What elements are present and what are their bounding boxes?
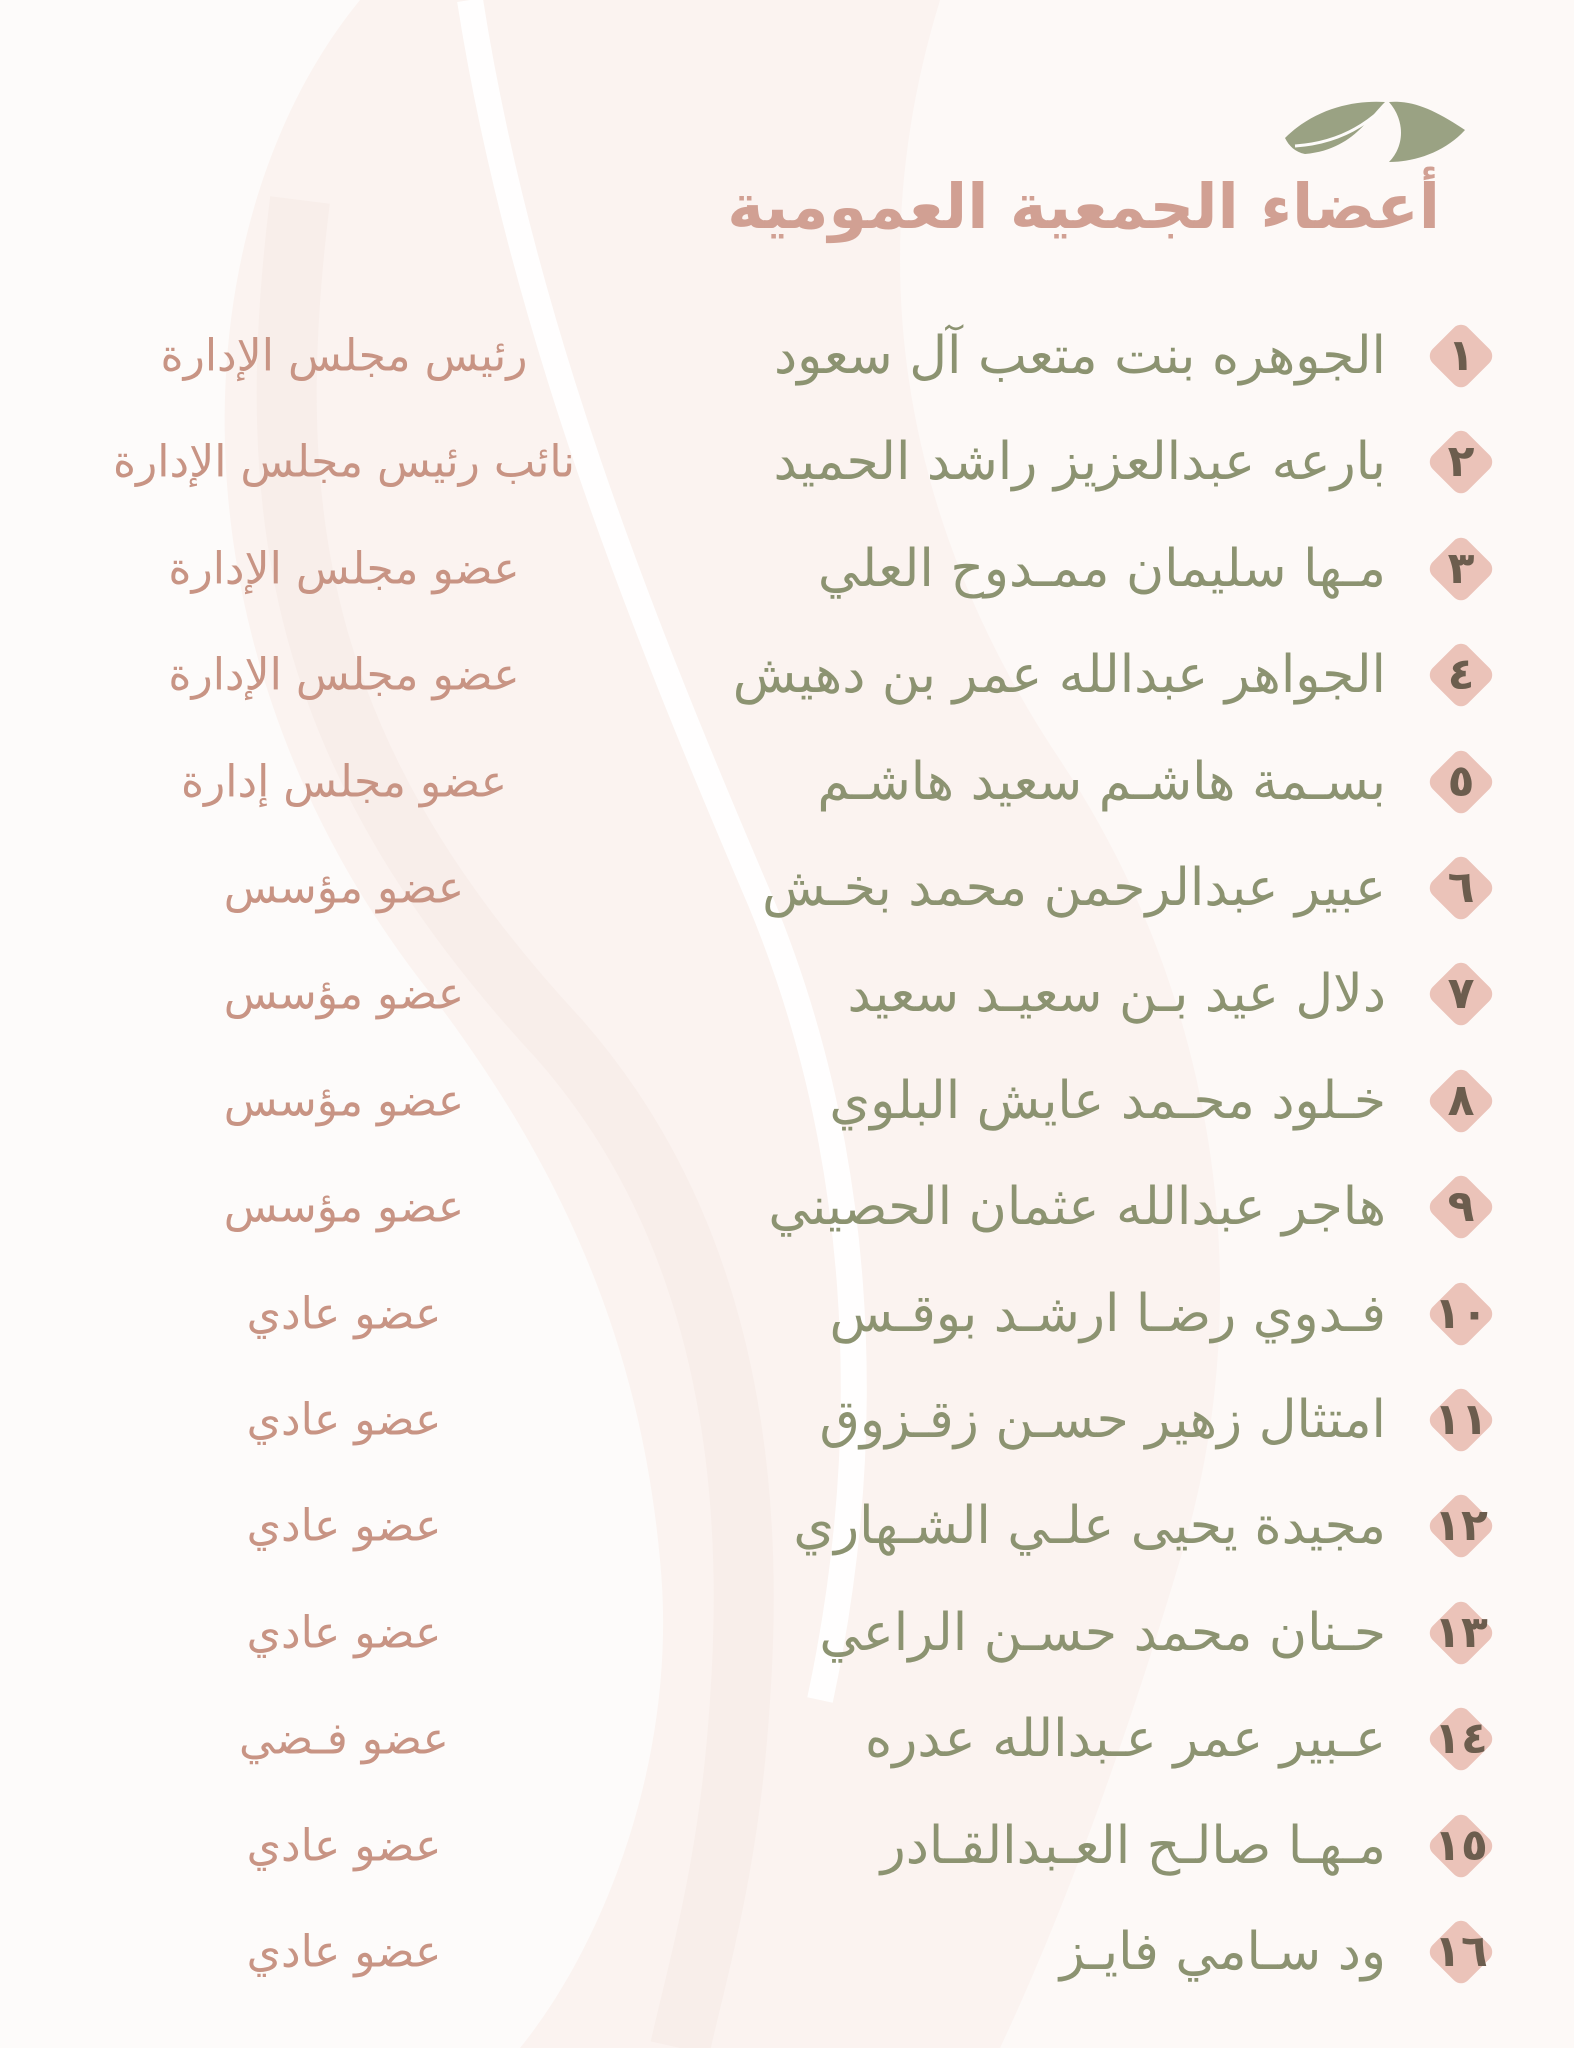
member-number: ١٦	[1434, 1926, 1488, 1977]
member-name: حـنان محمد حسـن الراعي	[819, 1602, 1386, 1663]
member-role: عضو مجلس إدارة	[180, 756, 508, 808]
number-badge	[1428, 1813, 1494, 1879]
member-role: عضو عادي	[246, 1288, 442, 1340]
member-name: ود سـامي فايـز	[1059, 1922, 1386, 1982]
member-role: رئيس مجلس الإدارة	[160, 330, 528, 382]
member-name: بارعه عبدالعزيز راشد الحميد	[773, 432, 1386, 493]
member-role: عضو عادي	[246, 1394, 442, 1446]
member-role: عضو مجلس الإدارة	[168, 649, 520, 701]
member-name: مـهـا صالـح العـبدالقـادر	[880, 1815, 1386, 1876]
number-badge	[1428, 1174, 1494, 1240]
number-badge	[1428, 429, 1494, 495]
member-role: عضو مؤسس	[223, 968, 465, 1020]
member-role: عضو مؤسس	[223, 1075, 465, 1127]
member-number: ١	[1447, 330, 1475, 381]
member-name: فـدوي رضـا ارشـد بوقـس	[829, 1283, 1386, 1344]
member-name: امتثال زهير حسـن زقـزوق	[819, 1390, 1386, 1450]
member-number: ١٥	[1434, 1819, 1488, 1871]
member-number: ٩	[1447, 1181, 1475, 1233]
member-row	[0, 410, 1574, 514]
number-badge	[1428, 642, 1494, 708]
member-number: ٥	[1447, 755, 1475, 807]
member-number: ٨	[1447, 1074, 1475, 1126]
member-row	[0, 1474, 1574, 1578]
member-name: خـلود محـمد عايش البلوي	[829, 1070, 1386, 1131]
member-row	[0, 1581, 1574, 1685]
member-row	[0, 836, 1574, 940]
member-name: بسـمة هاشـم سعيد هاشـم	[817, 751, 1386, 812]
member-row	[0, 1687, 1574, 1791]
member-number: ٦	[1447, 862, 1475, 913]
number-badge	[1428, 1387, 1494, 1453]
member-role: عضو مؤسس	[223, 1181, 465, 1233]
page-title: أعضاء الجمعية العمومية	[727, 170, 1440, 243]
number-badge	[1428, 323, 1494, 389]
member-name: دلال عيد بـن سعيـد سعيد	[847, 964, 1386, 1025]
member-role: عضو مؤسس	[223, 862, 465, 914]
member-role: عضو عادي	[246, 1500, 442, 1552]
member-row	[0, 623, 1574, 727]
number-badge	[1428, 1706, 1494, 1772]
member-name: عـبير عمر عـبدالله عدره	[864, 1709, 1386, 1770]
member-row	[0, 304, 1574, 408]
member-number: ٢	[1447, 436, 1475, 488]
number-badge	[1428, 1068, 1494, 1134]
member-row	[0, 730, 1574, 834]
member-row	[0, 517, 1574, 621]
member-name: هاجر عبدالله عثمان الحصيني	[768, 1177, 1386, 1238]
member-name: الجوهره بنت متعب آل سعود	[773, 326, 1386, 386]
member-number: ٧	[1447, 968, 1475, 1020]
member-number: ١١	[1434, 1394, 1488, 1445]
member-row	[0, 1368, 1574, 1472]
number-badge	[1428, 749, 1494, 815]
member-row	[0, 942, 1574, 1046]
number-badge	[1428, 1600, 1494, 1666]
member-role: عضو مجلس الإدارة	[168, 543, 520, 595]
member-number: ٣	[1447, 542, 1475, 594]
member-role: عضو عادي	[246, 1926, 442, 1978]
number-badge	[1428, 536, 1494, 602]
number-badge	[1428, 1493, 1494, 1559]
member-row	[0, 1262, 1574, 1366]
member-role: عضو فـضي	[239, 1713, 449, 1765]
number-badge	[1428, 855, 1494, 921]
member-name: مـها سليمان ممـدوح العلي	[817, 538, 1386, 599]
leaf-logo-icon	[1285, 100, 1485, 180]
member-role: عضو عادي	[246, 1820, 442, 1872]
member-role: عضو عادي	[246, 1607, 442, 1659]
member-number: ١٤	[1434, 1713, 1488, 1765]
member-number: ١٠	[1434, 1287, 1488, 1339]
number-badge	[1428, 1281, 1494, 1347]
number-badge	[1428, 1919, 1494, 1985]
member-number: ١٣	[1434, 1606, 1488, 1658]
member-name: الجواهر عبدالله عمر بن دهيش	[732, 645, 1386, 706]
member-number: ١٢	[1434, 1500, 1488, 1552]
member-role: نائب رئيس مجلس الإدارة	[113, 436, 575, 488]
member-row	[0, 1155, 1574, 1259]
member-row	[0, 1900, 1574, 2004]
member-row	[0, 1049, 1574, 1153]
member-name: مجيدة يحيى علـي الشـهاري	[793, 1496, 1386, 1557]
member-name: عبير عبدالرحمن محمد بخـش	[762, 858, 1386, 918]
number-badge	[1428, 961, 1494, 1027]
member-row	[0, 1794, 1574, 1898]
member-number: ٤	[1447, 649, 1475, 701]
